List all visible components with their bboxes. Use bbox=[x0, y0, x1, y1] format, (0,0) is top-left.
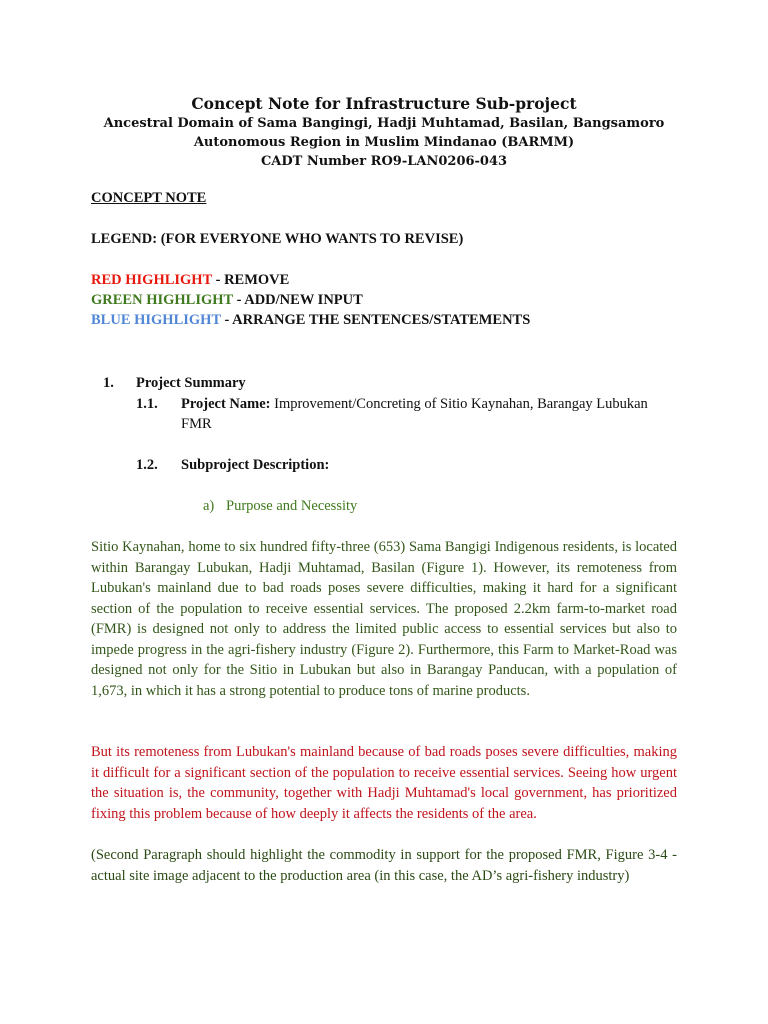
project-name-value: Improvement/Concreting of Sitio Kaynahan, Barangay Lubukan bbox=[274, 396, 648, 412]
concept-note-heading: CONCEPT NOTE bbox=[91, 190, 207, 206]
title-line-2: Autonomous Region in Muslim Mindanao (BARMM) bbox=[193, 135, 575, 150]
item-1-1-number: 1.1. bbox=[136, 396, 158, 412]
paragraph-note: (Second Paragraph should highlight the commodity in support for the proposed FMR, Figure 3-4 - actual site image adjacent to the production area (in this case, the AD’s agri-fishery industry) bbox=[91, 847, 677, 884]
section-1-title: Project Summary bbox=[136, 375, 246, 391]
legend-heading: LEGEND: (FOR EVERYONE WHO WANTS TO REVISE) bbox=[91, 231, 464, 247]
project-name-value-cont: FMR bbox=[181, 416, 212, 432]
legend-green bbox=[91, 290, 363, 310]
purpose-necessity-heading: Purpose and Necessity bbox=[226, 498, 358, 514]
legend-blue bbox=[91, 310, 530, 330]
legend-blue-label: BLUE HIGHLIGHT bbox=[91, 312, 221, 328]
legend-green-text: - ADD/NEW INPUT bbox=[232, 292, 363, 308]
paragraph-purpose: Sitio Kaynahan, home to six hundred fifty-three (653) Sama Bangigi Indigenous residents, is located within Barangay Lubukan, Hadji Muhtamad, Basilan (Figure 1). However, its remoteness from Lubukan's mainland due to bad roads poses severe difficulties, making it hard for a significant section of the population to receive essential services. The proposed 2.2km farm-to-market road (FMR) is designed not only to address the limited public access to essential services but also to impede progress in the agri-fishery industry (Figure 2). Furthermore, this Farm to Market-Road was designed not only for the Sitio in Lubukan but also in Barangay Panducan, with a population of 1,673, in which it has a strong potential to produce tons of marine products. bbox=[91, 539, 677, 699]
legend-red-label: RED HIGHLIGHT bbox=[91, 272, 212, 288]
cadt-number: CADT Number RO9-LAN0206-043 bbox=[260, 154, 508, 169]
legend-blue-text: - ARRANGE THE SENTENCES/STATEMENTS bbox=[220, 312, 531, 328]
sub-a-marker: a) bbox=[203, 498, 215, 514]
section-1-number: 1. bbox=[103, 375, 114, 391]
legend-green-label: GREEN HIGHLIGHT bbox=[91, 292, 233, 308]
legend-red-text: - REMOVE bbox=[212, 272, 290, 288]
document-title: Concept Note for Infrastructure Sub-project bbox=[191, 94, 577, 113]
project-name-label: Project Name: bbox=[181, 396, 271, 412]
project-name bbox=[181, 394, 677, 414]
legend-red bbox=[91, 270, 289, 290]
subproject-description-label: Subproject Description: bbox=[181, 457, 330, 473]
title-line-1: Ancestral Domain of Sama Bangingi, Hadji Muhtamad, Basilan, Bangsamoro bbox=[103, 116, 665, 131]
title-block bbox=[0, 94, 768, 171]
item-1-2-number: 1.2. bbox=[136, 457, 158, 473]
paragraph-remove: But its remoteness from Lubukan's mainland because of bad roads poses severe difficulties, making it difficult for a significant section of the population to receive essential services. Seeing how urgent the situation is, the community, together with Hadji Muhtamad's local government, has prioritized fixing this problem because of how deeply it affects the residents of the area. bbox=[91, 744, 677, 822]
